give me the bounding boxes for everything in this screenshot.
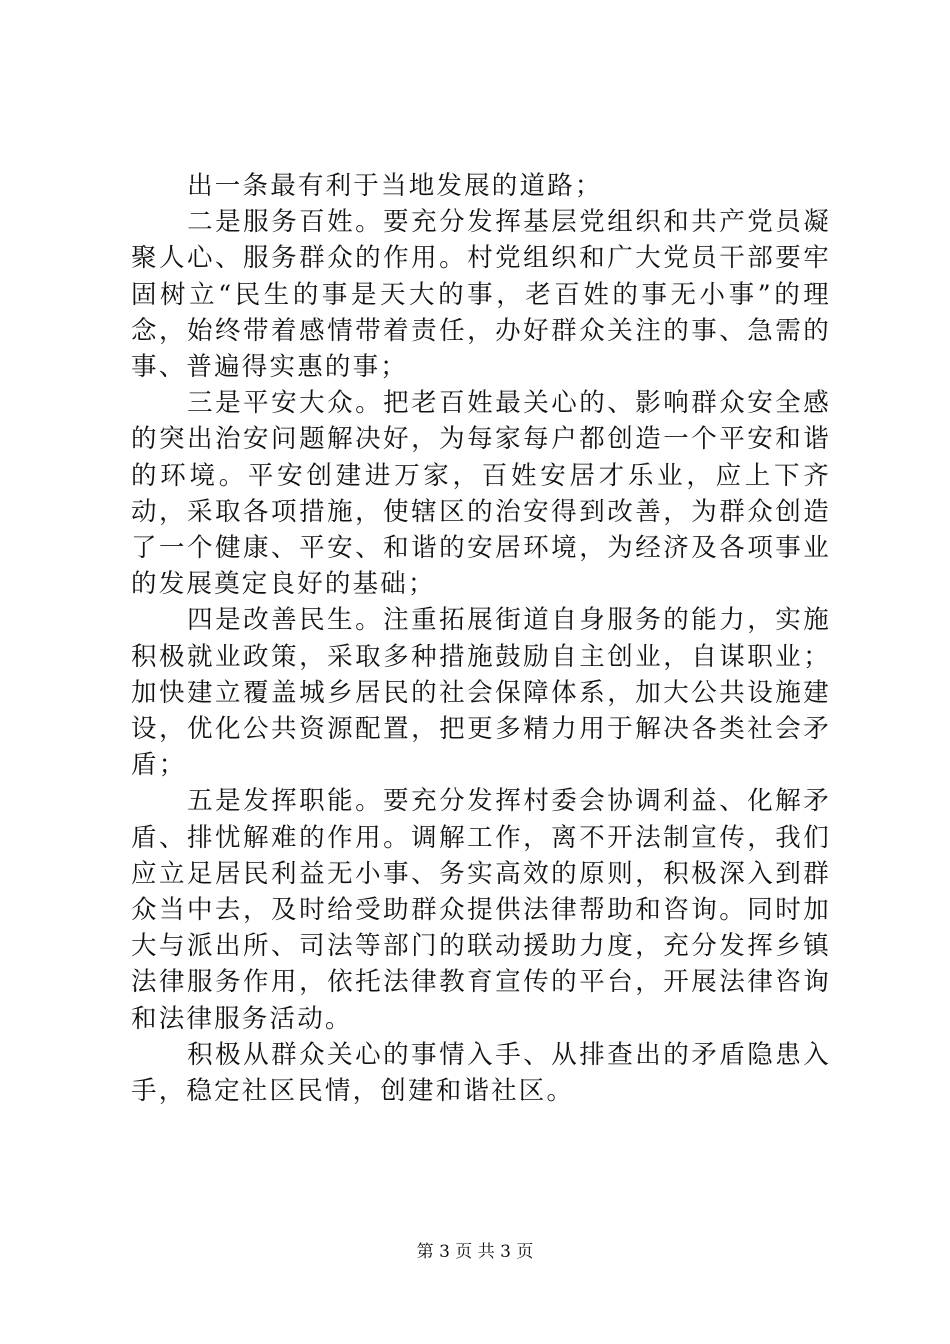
paragraph-serve-people: 二是服务百姓。要充分发挥基层党组织和共产党员凝聚人心、服务群众的作用。村党组织和广大党员干部要牢固树立“民生的事是天大的事，老百姓的事无小事”的理念，始终带着感情带着责任，办好群众关注的事、急需的事、普遍得实惠的事；	[131, 207, 831, 383]
page-number-footer: 第 3 页 共 3 页	[416, 1242, 534, 1262]
paragraph-conclusion: 积极从群众关心的事情入手、从排查出的矛盾隐患入手，稳定社区民情，创建和谐社区。	[131, 1039, 831, 1107]
paragraph-livelihood: 四是改善民生。注重拓展街道自身服务的能力，实施积极就业政策，采取多种措施鼓励自主创业，自谋职业；加快建立覆盖城乡居民的社会保障体系，加大公共设施建设，优化公共资源配置，把更多精力用于解决各类社会矛盾；	[131, 605, 831, 781]
document-body	[131, 168, 831, 1109]
paragraph-continuation: 出一条最有利于当地发展的道路；	[187, 171, 603, 201]
paragraph-functions: 五是发挥职能。要充分发挥村委会协调利益、化解矛盾、排忧解难的作用。调解工作，离不开法制宣传，我们应立足居民利益无小事、务实高效的原则，积极深入到群众当中去，及时给受助群众提供法律帮助和咨询。同时加大与派出所、司法等部门的联动援助力度，充分发挥乡镇法律服务作用，依托法律教育宣传的平台，开展法律咨询和法律服务活动。	[131, 786, 831, 1034]
paragraph-public-safety: 三是平安大众。把老百姓最关心的、影响群众安全感的突出治安问题解决好，为每家每户都创造一个平安和谐的环境。平安创建进万家，百姓安居才乐业，应上下齐动，采取各项措施，使辖区的治安得到改善，为群众创造了一个健康、平安、和谐的安居环境，为经济及各项事业的发展奠定良好的基础；	[131, 388, 831, 600]
